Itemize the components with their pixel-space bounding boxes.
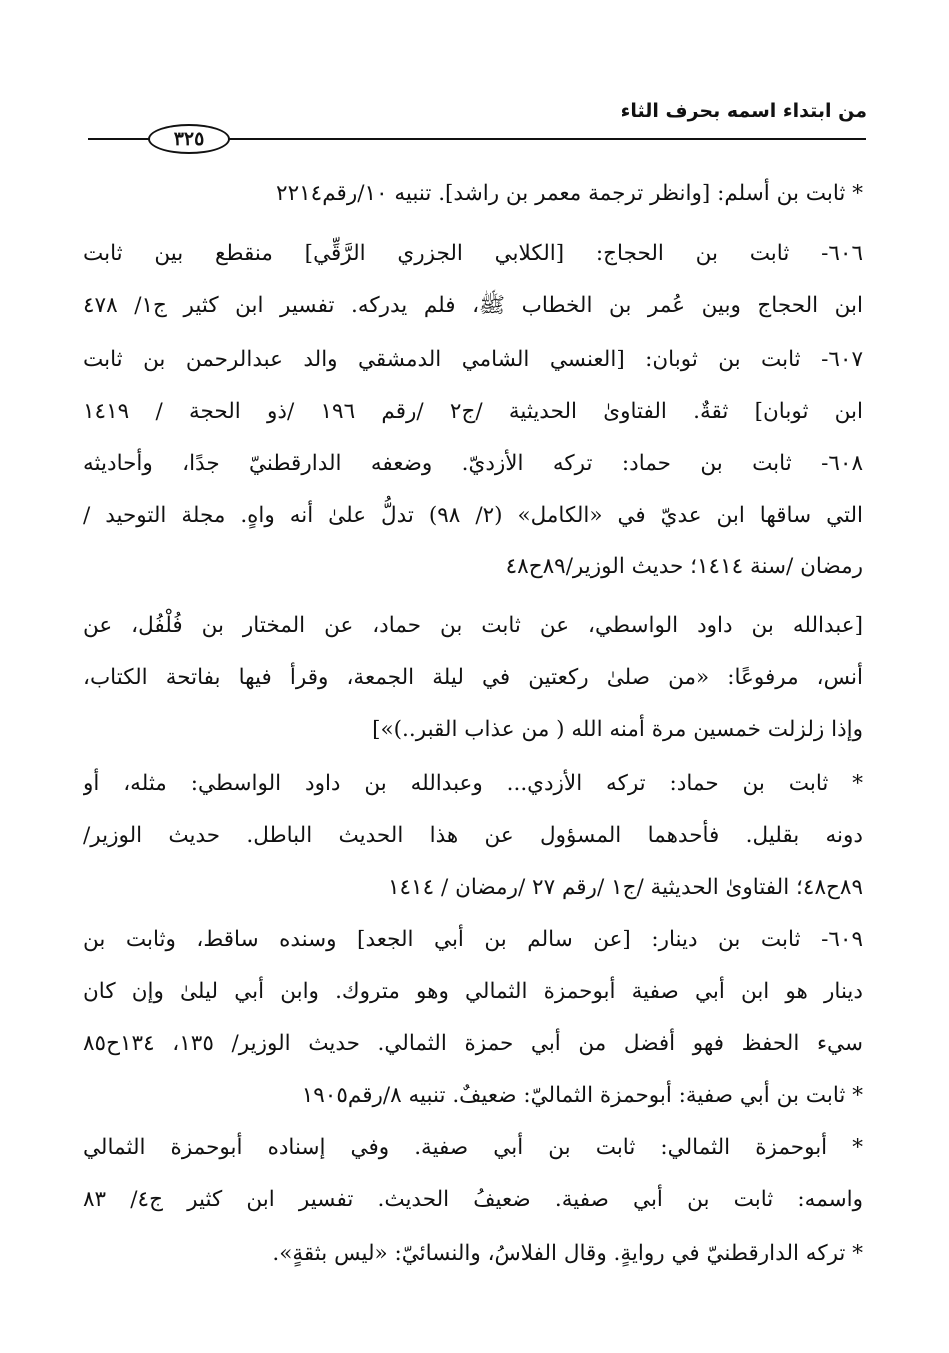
text-line: سيء الحفظ فهو أفضل من أبي حمزة الثمالي. حديث الوزير/ ١٣٥، ١٣٤ح٨٥ [83, 1031, 863, 1056]
text-line: التي ساقها ابن عديّ في «الكامل» (٢/ ٩٨) تدلُّ علىٰ أنه واهٍ. مجلة التوحيد / [83, 503, 863, 528]
text-line: ٦٠٩- ثابت بن دينار: [عن سالم بن أبي الجعد] وسنده ساقط، وثابت بن [83, 927, 863, 952]
text-line: ابن الحجاج وبين عُمر بن الخطاب ﷺ، فلم يدركه. تفسير ابن كثير ج١/ ٤٧٨ [83, 293, 863, 318]
text-line: ٦٠٨- ثابت بن حماد: تركه الأزديّ. وضعفه الدارقطنيّ جدًا، وأحاديثه [83, 451, 863, 476]
page-number: ٣٢٥ [148, 124, 230, 154]
text-line: ٨٩ح٤٨؛ الفتاوىٰ الحديثية /ج١ /رقم ٢٧ /رمضان / ١٤١٤ [387, 875, 863, 900]
text-line: ٦٠٧- ثابت بن ثوبان: [العنسي الشامي الدمشقي والد عبدالرحمن بن ثابت [83, 347, 863, 372]
text-line: * ثابت بن حماد: تركه الأزدي... وعبدالله بن داود الواسطي: مثله، أو [83, 771, 863, 796]
text-line: دونه بقليل. فأحدهما المسؤول عن هذا الحديث الباطل. حديث الوزير/ [83, 823, 863, 848]
text-line: * أبوحمزة الثمالي: ثابت بن أبي صفية. وفي إسناده أبوحمزة الثمالي [83, 1135, 863, 1160]
text-line: * ثابت بن أسلم: [وانظر ترجمة معمر بن راشد]. تنبيه ١٠/رقم٢٢١٤ [276, 181, 863, 206]
text-line: ابن ثوبان] ثقةٌ. الفتاوىٰ الحديثية /ج٢ /رقم ١٩٦ /ذو الحجة / ١٤١٩ [83, 399, 863, 424]
text-line: [عبدالله بن داود الواسطي، عن ثابت بن حماد، عن المختار بن فُلْفُل، عن [83, 613, 863, 638]
text-line: ٦٠٦- ثابت بن الحجاج: [الكلابي الجزري الرَّقِّي] منقطع بين ثابت [83, 241, 863, 266]
text-line: وإذا زلزلت خمسين مرة أمنه الله ( من عذاب القبر..)»] [372, 717, 863, 742]
text-line: رمضان /سنة ١٤١٤؛ حديث الوزير/٨٩ح٤٨ [505, 554, 863, 579]
text-line: * تركه الدارقطنيّ في روايةٍ. وقال الفلاسُ، والنسائيّ: «ليس بثقةٍ». [272, 1241, 863, 1266]
text-line: * ثابت بن أبي صفية: أبوحمزة الثماليّ: ضعيفٌ. تنبيه ٨/رقم١٩٠٥ [301, 1083, 863, 1108]
text-line: دينار هو ابن أبي صفية أبوحمزة الثمالي وهو متروك. وابن أبي ليلىٰ وإن كان [83, 979, 863, 1004]
running-title: من ابتداء اسمه بحرف الثاء [620, 100, 867, 122]
text-line: أنس، مرفوعًا: «من صلىٰ ركعتين في ليلة الجمعة، وقرأ فيها بفاتحة الكتاب، [83, 665, 863, 690]
text-line: واسمه: ثابت بن أبي صفية. ضعيفُ الحديث. تفسير ابن كثير ج٤/ ٨٣ [83, 1187, 863, 1212]
